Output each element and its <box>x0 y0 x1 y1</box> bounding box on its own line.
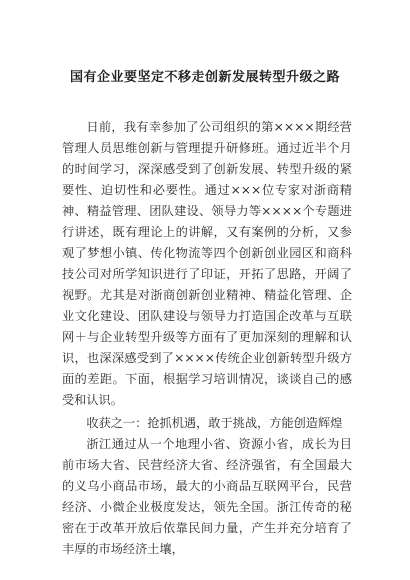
document-title: 国有企业要坚定不移走创新发展转型升级之路 <box>69 70 340 85</box>
section-paragraph: 浙江通过从一个地理小省、资源小省，成长为目前市场大省、民营经济大省、经济强省，有全国最大的义乌小商品市场，最大的小商品互联网平台，民营经济、小微企业极度发达，领先全国。浙江传奇的秘密在于改革开放后依靠民间力量，产生并充分培育了丰厚的市场经济土壤， <box>62 437 352 556</box>
intro-paragraph: 日前，我有幸参加了公司组织的第××××期经营管理人员思维创新与管理提升研修班。通过近半个月的时间学习，深深感受到了创新发展、转型升级的紧要性、迫切性和必要性。通过×××位专家对浙商精神、精益管理、团队建设、领导力等××××个专题进行讲述，既有理论上的讲解，又有案例的分析，又参观了梦想小镇、传化物流等四个创新创业园区和商科技公司对所学知识进行了印证，开拓了思路，开阔了视野。尤其是对浙商创新创业精神、精益化管理、企业文化建设、团队建设与领导力打造国企改革与互联网＋与企业转型升级等方面有了更加深刻的理解和认识，也深深感受到了××××传统企业创新转型升级方面的差距。下面，根据学习培训情况，谈谈自己的感受和认识。 <box>62 120 352 407</box>
section-heading: 收获之一：抢抓机遇，敢于挑战，方能创造辉煌 <box>86 416 343 430</box>
document-body <box>62 117 352 560</box>
